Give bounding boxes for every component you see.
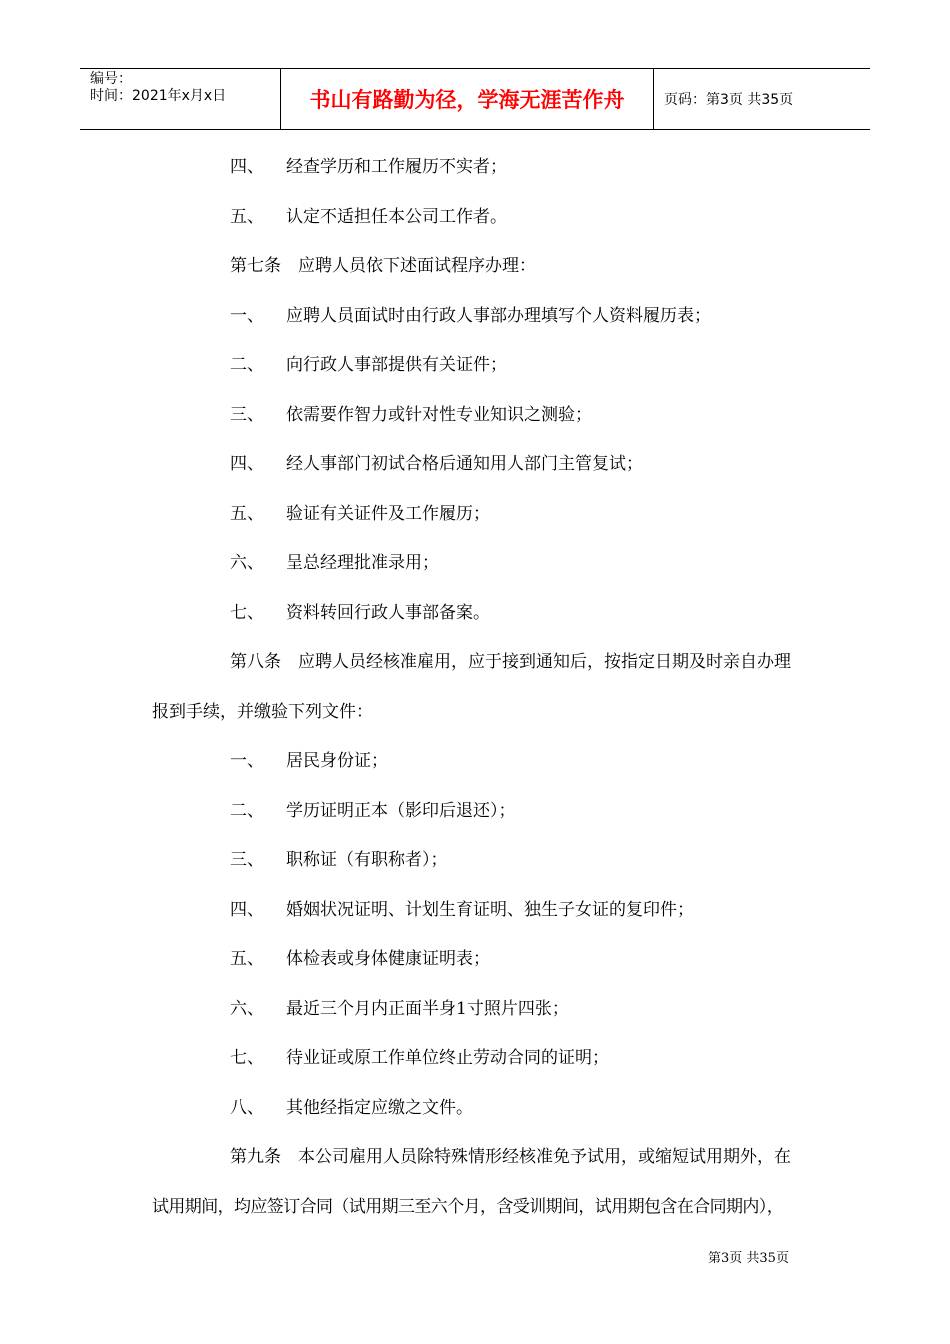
item-text: 应聘人员面试时由行政人事部办理填写个人资料履历表； xyxy=(286,305,711,326)
list-item xyxy=(152,836,862,886)
header-motto: 书山有路勤为径，学海无涯苦作舟 xyxy=(281,69,654,129)
list-item xyxy=(152,589,862,639)
item-number: 四、 xyxy=(230,454,264,474)
item-text: 体检表或身体健康证明表； xyxy=(286,949,490,969)
list-item xyxy=(152,143,862,193)
item-number: 三、 xyxy=(230,404,264,425)
list-item xyxy=(152,391,862,441)
list-item xyxy=(152,292,862,342)
list-item xyxy=(152,985,862,1035)
item-text: 职称证（有职称者）； xyxy=(286,850,448,870)
item-number: 六、 xyxy=(230,998,264,1019)
item-text: 其他经指定应缴之文件。 xyxy=(286,1097,473,1118)
item-text: 待业证或原工作单位终止劳动合同的证明； xyxy=(286,1048,609,1068)
item-text: 资料转回行政人事部备案。 xyxy=(286,602,490,623)
item-number: 七、 xyxy=(230,1048,264,1068)
list-item xyxy=(152,341,862,391)
item-number: 一、 xyxy=(230,751,264,771)
page-footer: 第3页 共35页 xyxy=(708,1251,789,1266)
list-item xyxy=(152,490,862,540)
paragraph-continuation: 试用期间，均应签订合同（试用期三至六个月，含受训期间，试用期包含在合同期内）， xyxy=(152,1196,784,1217)
article-7-heading: 第七条 应聘人员依下述面试程序办理： xyxy=(230,256,536,276)
document-number-label: 编号： xyxy=(90,71,132,87)
item-number: 一、 xyxy=(230,305,264,326)
item-text: 依需要作智力或针对性专业知识之测验； xyxy=(286,404,592,425)
item-number: 四、 xyxy=(230,157,264,177)
item-text: 居民身份证； xyxy=(286,751,388,771)
paragraph-continuation: 报到手续，并缴验下列文件： xyxy=(152,701,373,722)
list-item xyxy=(152,1084,862,1134)
item-number: 二、 xyxy=(230,800,264,821)
item-number: 二、 xyxy=(230,355,264,375)
list-item xyxy=(152,539,862,589)
item-number: 三、 xyxy=(230,850,264,870)
item-text: 认定不适担任本公司工作者。 xyxy=(286,206,507,227)
list-item xyxy=(152,440,862,490)
item-number: 五、 xyxy=(230,949,264,969)
list-item xyxy=(152,787,862,837)
item-number: 四、 xyxy=(230,899,264,920)
item-number: 八、 xyxy=(230,1097,264,1118)
header-meta xyxy=(80,69,281,129)
item-text: 最近三个月内正面半身1寸照片四张； xyxy=(286,998,569,1019)
item-number: 五、 xyxy=(230,206,264,227)
document-body xyxy=(152,143,862,1232)
list-item xyxy=(152,935,862,985)
item-text: 验证有关证件及工作履历； xyxy=(286,503,490,524)
item-text: 经查学历和工作履历不实者； xyxy=(286,157,507,177)
list-item xyxy=(152,737,862,787)
page-header xyxy=(80,68,870,130)
item-number: 六、 xyxy=(230,553,264,573)
list-item xyxy=(152,886,862,936)
article-9-heading: 第九条 本公司雇用人员除特殊情形经核准免予试用，或缩短试用期外，在 xyxy=(230,1147,791,1167)
item-text: 学历证明正本（影印后退还）； xyxy=(286,800,516,821)
header-page-info: 页码：第3页 共35页 xyxy=(664,92,794,108)
list-item xyxy=(152,1034,862,1084)
article-8-heading: 第八条 应聘人员经核准雇用，应于接到通知后，按指定日期及时亲自办理 xyxy=(230,652,791,672)
document-date-label: 时间：2021年x月x日 xyxy=(90,88,227,104)
item-number: 五、 xyxy=(230,503,264,524)
item-text: 经人事部门初试合格后通知用人部门主管复试； xyxy=(286,454,643,474)
item-number: 七、 xyxy=(230,602,264,623)
item-text: 婚姻状况证明、计划生育证明、独生子女证的复印件； xyxy=(286,899,694,920)
list-item xyxy=(152,193,862,243)
item-text: 向行政人事部提供有关证件； xyxy=(286,355,507,375)
item-text: 呈总经理批准录用； xyxy=(286,553,439,573)
